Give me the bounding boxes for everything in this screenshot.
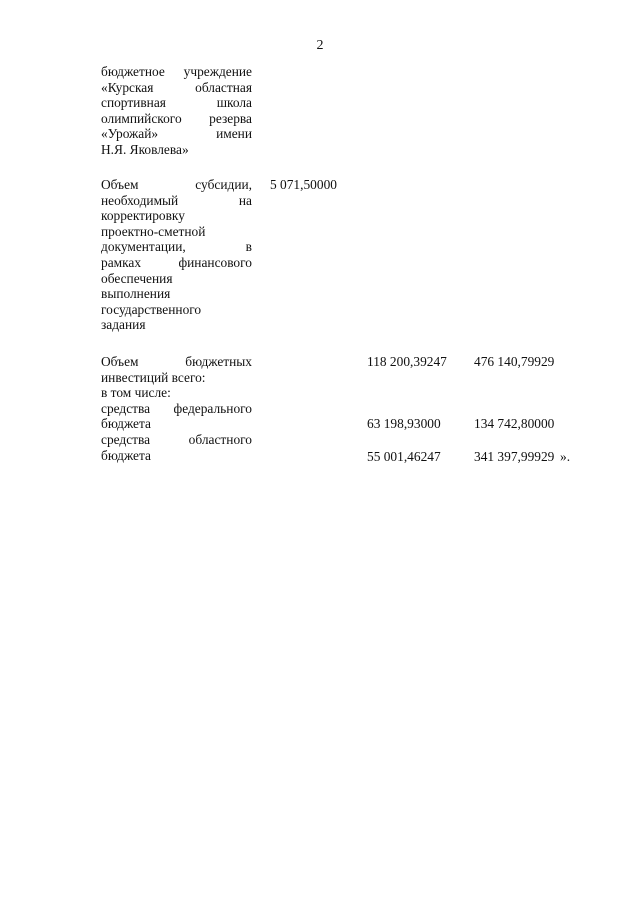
regional-line: бюджета: [101, 447, 151, 463]
investments-line: Объем бюджетных: [101, 354, 252, 369]
federal-line: бюджета: [101, 416, 151, 432]
subsidy-line: необходимый на: [101, 192, 252, 208]
subsidy-line: рамках финансового: [101, 254, 252, 270]
subsidy-line: выполнения: [101, 286, 171, 302]
regional-col3: 341 397,99929: [474, 449, 555, 464]
investments-total-col2: 118 200,39247: [367, 354, 447, 369]
institution-line: олимпийского резерва: [101, 110, 252, 126]
investments-total-label: [101, 354, 252, 463]
institution-name: [101, 64, 252, 158]
subsidy-line: проектно-сметной: [101, 223, 206, 239]
investments-total-col3: 476 140,79929: [474, 354, 555, 369]
investments-incl-label: в том числе:: [101, 385, 171, 401]
federal-line: средства федерального: [101, 400, 252, 416]
federal-col3: 134 742,80000: [474, 416, 555, 431]
institution-line: спортивная школа: [101, 95, 252, 111]
subsidy-line: документации, в: [101, 239, 252, 255]
closing-quote-mark: ».: [560, 449, 571, 464]
regional-line: средства областного: [101, 431, 252, 447]
subsidy-line: государственного: [101, 301, 202, 317]
subsidy-line: обеспечения: [101, 270, 173, 286]
subsidy-label: [101, 177, 252, 333]
subsidy-value: 5 071,50000: [270, 177, 337, 192]
regional-col2: 55 001,46247: [367, 449, 441, 464]
investments-line: инвестиций всего:: [101, 369, 206, 385]
institution-line: «Курская областная: [101, 79, 252, 95]
subsidy-line: задания: [101, 317, 146, 333]
subsidy-line: корректировку: [101, 208, 185, 224]
page-number: 2: [316, 38, 324, 53]
institution-line: Н.Я. Яковлева»: [101, 141, 189, 157]
institution-line: бюджетное учреждение: [101, 64, 252, 79]
federal-col2: 63 198,93000: [367, 416, 441, 431]
institution-line: «Урожай» имени: [101, 126, 252, 142]
subsidy-line: Объем субсидии,: [101, 177, 252, 192]
